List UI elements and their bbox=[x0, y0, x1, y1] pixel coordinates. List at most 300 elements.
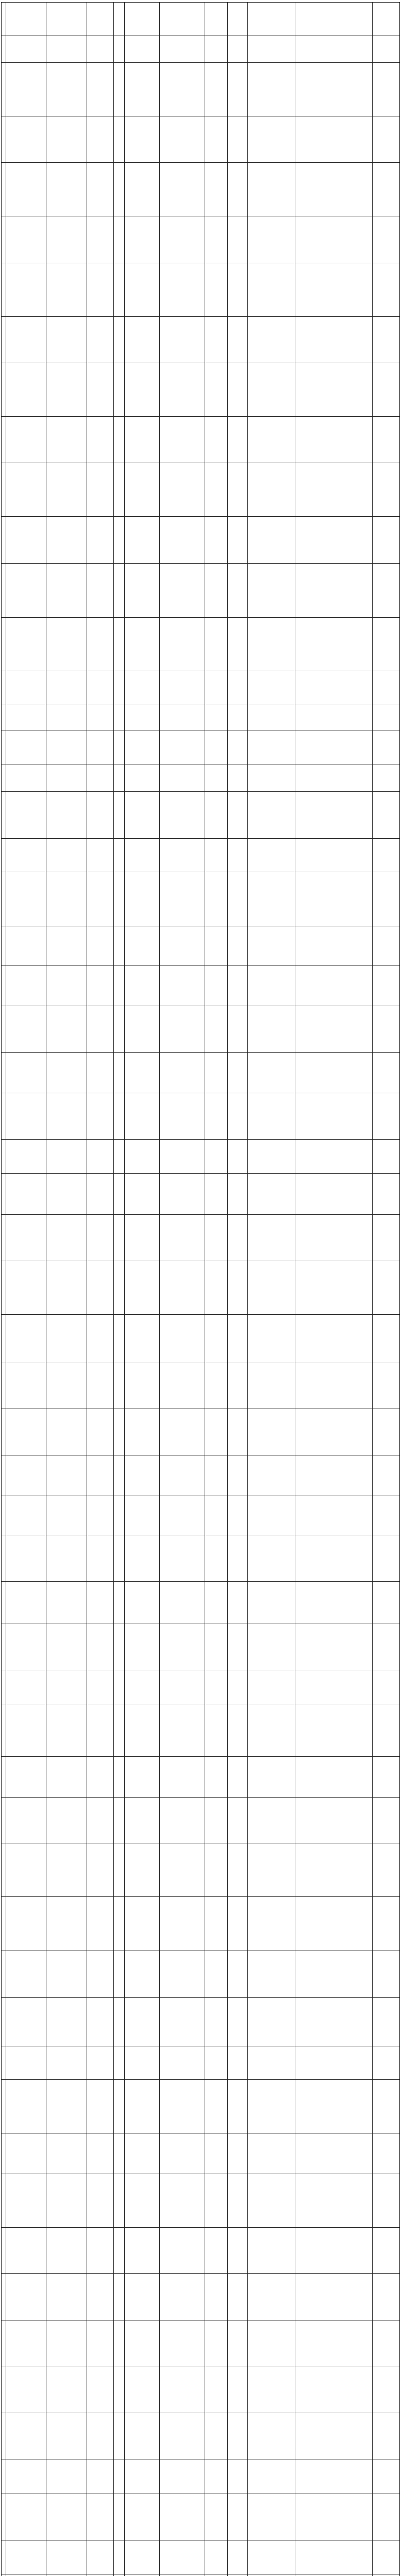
table-cell bbox=[295, 3, 373, 36]
table-cell bbox=[87, 1409, 114, 1455]
table-cell bbox=[6, 2274, 46, 2320]
table-row bbox=[1, 765, 400, 792]
table-cell bbox=[248, 1951, 295, 1997]
table-cell bbox=[6, 63, 46, 116]
table-cell bbox=[205, 2366, 228, 2413]
table-cell bbox=[125, 2133, 160, 2174]
table-cell bbox=[228, 1093, 248, 1139]
table-cell bbox=[87, 839, 114, 872]
table-cell bbox=[114, 1843, 125, 1896]
table-cell bbox=[114, 704, 125, 731]
table-row bbox=[1, 2366, 400, 2413]
table-cell bbox=[160, 1535, 205, 1581]
table-cell bbox=[373, 363, 400, 416]
table-cell bbox=[6, 564, 46, 617]
table-row bbox=[1, 926, 400, 965]
table-cell bbox=[228, 731, 248, 765]
table-cell bbox=[248, 792, 295, 838]
table-cell bbox=[125, 1998, 160, 2046]
table-cell bbox=[6, 1455, 46, 1496]
table-cell bbox=[373, 63, 400, 116]
table-row bbox=[1, 1496, 400, 1535]
table-cell bbox=[205, 792, 228, 838]
table-cell bbox=[87, 1093, 114, 1139]
table-cell bbox=[6, 1951, 46, 1997]
table-cell bbox=[228, 2366, 248, 2413]
table-cell bbox=[373, 1535, 400, 1581]
table-cell bbox=[373, 1757, 400, 1797]
table-cell bbox=[373, 2540, 400, 2574]
table-cell bbox=[373, 1998, 400, 2046]
table-cell bbox=[160, 216, 205, 263]
table-cell bbox=[1, 2494, 6, 2540]
table-row bbox=[1, 2494, 400, 2540]
table-cell bbox=[1, 1798, 6, 1843]
table-cell bbox=[46, 1843, 87, 1896]
table-cell bbox=[46, 2080, 87, 2133]
table-cell bbox=[228, 1496, 248, 1535]
table-cell bbox=[160, 2366, 205, 2413]
table-cell bbox=[6, 1315, 46, 1363]
table-cell bbox=[160, 1215, 205, 1261]
table-cell bbox=[228, 2460, 248, 2494]
table-cell bbox=[6, 731, 46, 765]
table-cell bbox=[228, 2174, 248, 2227]
table-cell bbox=[373, 1623, 400, 1670]
table-cell bbox=[6, 1409, 46, 1455]
table-cell bbox=[228, 839, 248, 872]
table-cell bbox=[160, 1455, 205, 1496]
table-cell bbox=[248, 564, 295, 617]
table-cell bbox=[205, 63, 228, 116]
table-cell bbox=[87, 1174, 114, 1214]
table-row bbox=[1, 363, 400, 417]
table-cell bbox=[125, 618, 160, 670]
table-cell bbox=[228, 63, 248, 116]
table-cell bbox=[295, 2540, 373, 2574]
table-cell bbox=[228, 1261, 248, 1314]
table-cell bbox=[46, 317, 87, 363]
table-cell bbox=[228, 1951, 248, 1997]
table-cell bbox=[373, 2413, 400, 2460]
table-row bbox=[1, 2460, 400, 2494]
table-cell bbox=[248, 2274, 295, 2320]
table-cell bbox=[373, 263, 400, 316]
table-cell bbox=[87, 263, 114, 316]
table-row bbox=[1, 618, 400, 670]
table-cell bbox=[248, 965, 295, 1006]
table-cell bbox=[248, 1053, 295, 1093]
table-cell bbox=[295, 2494, 373, 2540]
table-cell bbox=[160, 1582, 205, 1623]
table-row bbox=[1, 1704, 400, 1757]
table-cell bbox=[205, 2228, 228, 2273]
table-cell bbox=[248, 2494, 295, 2540]
table-cell bbox=[228, 704, 248, 731]
table-cell bbox=[373, 1315, 400, 1363]
table-row bbox=[1, 1053, 400, 1093]
table-row bbox=[1, 792, 400, 839]
table-cell bbox=[248, 1757, 295, 1797]
table-cell bbox=[1, 731, 6, 765]
table-cell bbox=[160, 317, 205, 363]
table-cell bbox=[295, 618, 373, 670]
table-cell bbox=[160, 2228, 205, 2273]
table-cell bbox=[87, 417, 114, 463]
table-cell bbox=[373, 2228, 400, 2273]
table-cell bbox=[87, 872, 114, 926]
table-cell bbox=[228, 216, 248, 263]
table-cell bbox=[373, 1053, 400, 1093]
table-cell bbox=[6, 1704, 46, 1756]
table-cell bbox=[228, 1006, 248, 1052]
table-row bbox=[1, 704, 400, 731]
table-cell bbox=[248, 163, 295, 216]
table-cell bbox=[6, 1093, 46, 1139]
table-cell bbox=[114, 517, 125, 563]
table-cell bbox=[87, 564, 114, 617]
table-cell bbox=[46, 1215, 87, 1261]
table-cell bbox=[228, 1140, 248, 1173]
table-cell bbox=[114, 1798, 125, 1843]
table-cell bbox=[373, 2046, 400, 2079]
table-cell bbox=[373, 1951, 400, 1997]
table-cell bbox=[87, 2274, 114, 2320]
table-cell bbox=[114, 417, 125, 463]
table-cell bbox=[373, 1006, 400, 1052]
table-cell bbox=[1, 2366, 6, 2413]
table-cell bbox=[248, 1582, 295, 1623]
table-cell bbox=[205, 363, 228, 416]
table-cell bbox=[125, 1843, 160, 1896]
table-cell bbox=[373, 839, 400, 872]
table-cell bbox=[228, 2274, 248, 2320]
table-cell bbox=[228, 463, 248, 516]
table-cell bbox=[114, 36, 125, 62]
table-cell bbox=[6, 2413, 46, 2460]
table-cell bbox=[46, 1261, 87, 1314]
table-cell bbox=[87, 1623, 114, 1670]
table-cell bbox=[205, 1174, 228, 1214]
table-cell bbox=[373, 1496, 400, 1535]
table-cell bbox=[373, 463, 400, 516]
table-cell bbox=[160, 63, 205, 116]
table-cell bbox=[228, 926, 248, 965]
table-cell bbox=[248, 2133, 295, 2174]
table-cell bbox=[295, 63, 373, 116]
table-cell bbox=[228, 1053, 248, 1093]
table-cell bbox=[373, 3, 400, 36]
table-cell bbox=[295, 731, 373, 765]
table-cell bbox=[205, 564, 228, 617]
table-cell bbox=[228, 363, 248, 416]
table-cell bbox=[228, 1363, 248, 1409]
table-row bbox=[1, 2540, 400, 2574]
table-cell bbox=[114, 1455, 125, 1496]
table-cell bbox=[114, 263, 125, 316]
table-cell bbox=[205, 618, 228, 670]
table-cell bbox=[160, 2274, 205, 2320]
table-cell bbox=[205, 1670, 228, 1704]
table-cell bbox=[160, 1897, 205, 1951]
table-cell bbox=[46, 2174, 87, 2227]
table-cell bbox=[160, 731, 205, 765]
table-cell bbox=[6, 463, 46, 516]
table-row bbox=[1, 2274, 400, 2320]
table-cell bbox=[248, 1897, 295, 1951]
table-cell bbox=[228, 116, 248, 162]
table-cell bbox=[160, 792, 205, 838]
table-cell bbox=[248, 263, 295, 316]
table-cell bbox=[160, 1704, 205, 1756]
table-row bbox=[1, 965, 400, 1006]
table-cell bbox=[373, 1140, 400, 1173]
table-cell bbox=[248, 36, 295, 62]
table-cell bbox=[1, 765, 6, 791]
table-cell bbox=[46, 2133, 87, 2174]
table-cell bbox=[6, 417, 46, 463]
table-cell bbox=[46, 2366, 87, 2413]
table-cell bbox=[1, 2228, 6, 2273]
table-cell bbox=[205, 417, 228, 463]
table-cell bbox=[6, 1363, 46, 1409]
table-row bbox=[1, 1261, 400, 1315]
table-cell bbox=[295, 1409, 373, 1455]
table-cell bbox=[1, 704, 6, 731]
table-cell bbox=[46, 1093, 87, 1139]
table-cell bbox=[1, 116, 6, 162]
table-cell bbox=[205, 2046, 228, 2079]
table-cell bbox=[6, 1261, 46, 1314]
table-cell bbox=[205, 317, 228, 363]
table-cell bbox=[160, 1006, 205, 1052]
table-cell bbox=[373, 1261, 400, 1314]
table-cell bbox=[6, 2174, 46, 2227]
table-cell bbox=[114, 1409, 125, 1455]
table-cell bbox=[248, 1315, 295, 1363]
table-cell bbox=[1, 2046, 6, 2079]
table-cell bbox=[248, 1140, 295, 1173]
table-cell bbox=[228, 1670, 248, 1704]
table-cell bbox=[248, 2413, 295, 2460]
table-cell bbox=[46, 564, 87, 617]
table-cell bbox=[46, 363, 87, 416]
table-cell bbox=[125, 2274, 160, 2320]
table-row bbox=[1, 2413, 400, 2460]
table-cell bbox=[228, 1409, 248, 1455]
table-cell bbox=[87, 2413, 114, 2460]
table-cell bbox=[373, 1093, 400, 1139]
table-row bbox=[1, 1409, 400, 1455]
table-cell bbox=[87, 363, 114, 416]
table-cell bbox=[373, 1174, 400, 1214]
table-cell bbox=[125, 926, 160, 965]
table-cell bbox=[248, 1798, 295, 1843]
table-cell bbox=[228, 2540, 248, 2574]
table-cell bbox=[125, 2174, 160, 2227]
table-cell bbox=[373, 1409, 400, 1455]
table-cell bbox=[46, 1496, 87, 1535]
table-row bbox=[1, 1535, 400, 1582]
table-cell bbox=[1, 2413, 6, 2460]
table-cell bbox=[1, 3, 6, 36]
table-row bbox=[1, 317, 400, 363]
table-cell bbox=[6, 1215, 46, 1261]
table-cell bbox=[205, 1757, 228, 1797]
table-cell bbox=[228, 2080, 248, 2133]
table-cell bbox=[373, 670, 400, 704]
table-cell bbox=[46, 216, 87, 263]
table-cell bbox=[295, 463, 373, 516]
table-cell bbox=[6, 36, 46, 62]
table-cell bbox=[228, 2046, 248, 2079]
table-cell bbox=[160, 1363, 205, 1409]
table-cell bbox=[6, 1140, 46, 1173]
table-cell bbox=[1, 2133, 6, 2174]
table-cell bbox=[205, 2174, 228, 2227]
table-cell bbox=[248, 2046, 295, 2079]
table-cell bbox=[46, 1951, 87, 1997]
table-row bbox=[1, 1623, 400, 1670]
table-cell bbox=[1, 263, 6, 316]
table-cell bbox=[87, 1998, 114, 2046]
table-cell bbox=[228, 517, 248, 563]
table-cell bbox=[87, 1315, 114, 1363]
table-cell bbox=[125, 1757, 160, 1797]
table-cell bbox=[6, 1174, 46, 1214]
table-cell bbox=[160, 1140, 205, 1173]
table-cell bbox=[125, 1897, 160, 1951]
table-cell bbox=[248, 1006, 295, 1052]
table-cell bbox=[1, 63, 6, 116]
table-cell bbox=[125, 670, 160, 704]
table-cell bbox=[248, 116, 295, 162]
table-cell bbox=[125, 517, 160, 563]
table-cell bbox=[46, 2494, 87, 2540]
table-cell bbox=[205, 965, 228, 1006]
table-cell bbox=[248, 363, 295, 416]
table-cell bbox=[114, 839, 125, 872]
table-cell bbox=[87, 1582, 114, 1623]
table-cell bbox=[228, 1998, 248, 2046]
table-cell bbox=[46, 517, 87, 563]
table-cell bbox=[228, 792, 248, 838]
table-cell bbox=[125, 1315, 160, 1363]
table-cell bbox=[295, 1897, 373, 1951]
table-cell bbox=[46, 792, 87, 838]
table-cell bbox=[114, 1623, 125, 1670]
table-cell bbox=[373, 564, 400, 617]
table-cell bbox=[205, 670, 228, 704]
table-cell bbox=[1, 1261, 6, 1314]
table-cell bbox=[295, 872, 373, 926]
table-cell bbox=[46, 1704, 87, 1756]
table-cell bbox=[295, 1093, 373, 1139]
table-cell bbox=[248, 2540, 295, 2574]
table-cell bbox=[295, 1053, 373, 1093]
table-cell bbox=[125, 839, 160, 872]
table-cell bbox=[125, 1174, 160, 1214]
table-cell bbox=[160, 564, 205, 617]
table-cell bbox=[46, 839, 87, 872]
table-cell bbox=[46, 163, 87, 216]
table-cell bbox=[87, 1670, 114, 1704]
table-cell bbox=[6, 2080, 46, 2133]
table-cell bbox=[205, 1006, 228, 1052]
table-cell bbox=[228, 765, 248, 791]
table-cell bbox=[125, 2080, 160, 2133]
table-cell bbox=[373, 618, 400, 670]
table-row bbox=[1, 2, 400, 36]
table-cell bbox=[125, 216, 160, 263]
table-cell bbox=[6, 1897, 46, 1951]
table-cell bbox=[228, 1897, 248, 1951]
table-cell bbox=[1, 926, 6, 965]
table-cell bbox=[87, 317, 114, 363]
table-cell bbox=[1, 1951, 6, 1997]
table-cell bbox=[248, 839, 295, 872]
table-cell bbox=[125, 1409, 160, 1455]
table-cell bbox=[87, 36, 114, 62]
table-cell bbox=[205, 1951, 228, 1997]
table-row bbox=[1, 1582, 400, 1623]
table-cell bbox=[373, 417, 400, 463]
table-cell bbox=[295, 1535, 373, 1581]
table-cell bbox=[1, 163, 6, 216]
table-cell bbox=[228, 163, 248, 216]
table-cell bbox=[87, 704, 114, 731]
table-cell bbox=[228, 317, 248, 363]
table-cell bbox=[46, 1535, 87, 1581]
table-cell bbox=[6, 2320, 46, 2366]
table-cell bbox=[114, 872, 125, 926]
table-cell bbox=[87, 2494, 114, 2540]
table-cell bbox=[87, 163, 114, 216]
table-cell bbox=[373, 2460, 400, 2494]
table-cell bbox=[205, 704, 228, 731]
table-cell bbox=[6, 2366, 46, 2413]
table-cell bbox=[205, 1998, 228, 2046]
table-cell bbox=[114, 1496, 125, 1535]
table-cell bbox=[160, 2540, 205, 2574]
table-cell bbox=[1, 1535, 6, 1581]
table-cell bbox=[1, 839, 6, 872]
table-cell bbox=[6, 1670, 46, 1704]
table-cell bbox=[1, 1582, 6, 1623]
table-cell bbox=[295, 792, 373, 838]
table-cell bbox=[125, 1582, 160, 1623]
table-cell bbox=[46, 670, 87, 704]
table-cell bbox=[248, 517, 295, 563]
table-cell bbox=[87, 965, 114, 1006]
table-cell bbox=[160, 926, 205, 965]
table-cell bbox=[160, 670, 205, 704]
table-cell bbox=[125, 1798, 160, 1843]
table-cell bbox=[87, 618, 114, 670]
table-cell bbox=[205, 463, 228, 516]
table-cell bbox=[295, 1951, 373, 1997]
table-cell bbox=[228, 417, 248, 463]
table-cell bbox=[248, 63, 295, 116]
table-cell bbox=[228, 1455, 248, 1496]
table-cell bbox=[114, 2413, 125, 2460]
table-cell bbox=[125, 63, 160, 116]
table-row bbox=[1, 263, 400, 317]
table-cell bbox=[205, 2413, 228, 2460]
table-cell bbox=[160, 765, 205, 791]
table-row bbox=[1, 670, 400, 704]
table-cell bbox=[1, 2460, 6, 2494]
